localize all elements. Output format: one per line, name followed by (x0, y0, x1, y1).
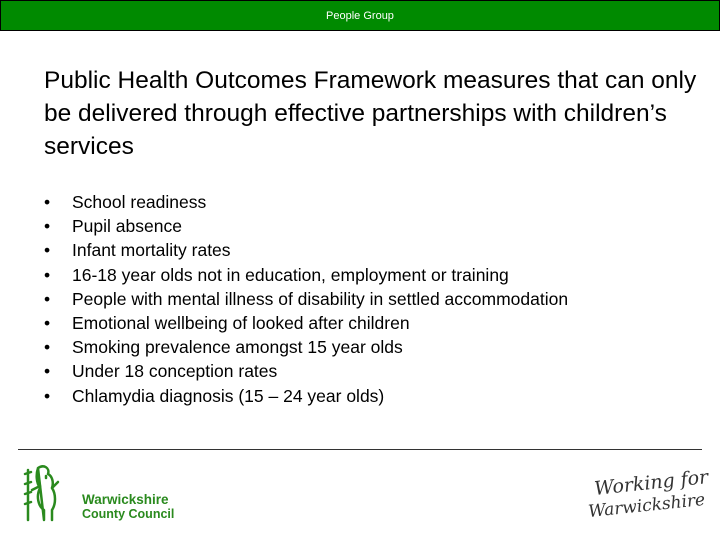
bullet-text: Under 18 conception rates (72, 361, 278, 382)
working-for-warwickshire-logo (587, 466, 710, 525)
list-item (44, 287, 568, 311)
logo-line-2: County Council (82, 507, 175, 521)
bullet-text: School readiness (72, 192, 207, 212)
list-item (44, 214, 568, 238)
bullet-list (44, 190, 568, 408)
header-title: People Group (326, 9, 394, 22)
bullet-icon: • (44, 288, 51, 309)
bullet-text: People with mental illness of disability in settled accommodation (72, 288, 569, 309)
bullet-icon: • (44, 216, 51, 237)
bullet-icon: • (44, 337, 51, 358)
bullet-text: Pupil absence (72, 216, 182, 237)
bullet-text: Chlamydia diagnosis (15 – 24 year olds) (72, 385, 385, 406)
slide-title: Public Health Outcomes Framework measures that can only be delivered through effective partnerships with children’s services (44, 67, 697, 160)
warwickshire-logo (22, 462, 175, 522)
bullet-text: 16-18 year olds not in education, employment or training (72, 264, 509, 285)
list-item (44, 311, 568, 335)
slogan-line-1: Working for (593, 466, 710, 500)
list-item (44, 384, 568, 408)
header-bar (0, 0, 720, 31)
bear-and-staff-icon (22, 462, 62, 522)
bullet-icon: • (44, 264, 51, 285)
bullet-icon: • (44, 313, 51, 334)
list-item (44, 359, 568, 383)
list-item (44, 263, 568, 287)
list-item (44, 335, 568, 359)
bullet-icon: • (44, 385, 51, 406)
bullet-icon: • (44, 240, 51, 261)
list-item (44, 238, 568, 262)
list-item (44, 190, 568, 214)
slogan-line-2: Warwickshire (587, 489, 707, 523)
bullet-icon: • (44, 192, 51, 212)
footer-divider (18, 449, 702, 450)
bullet-text: Smoking prevalence amongst 15 year olds (72, 337, 403, 358)
bullet-text: Infant mortality rates (72, 240, 231, 261)
bullet-text: Emotional wellbeing of looked after children (72, 313, 410, 334)
logo-line-1: Warwickshire (82, 492, 169, 507)
bullet-icon: • (44, 361, 51, 382)
